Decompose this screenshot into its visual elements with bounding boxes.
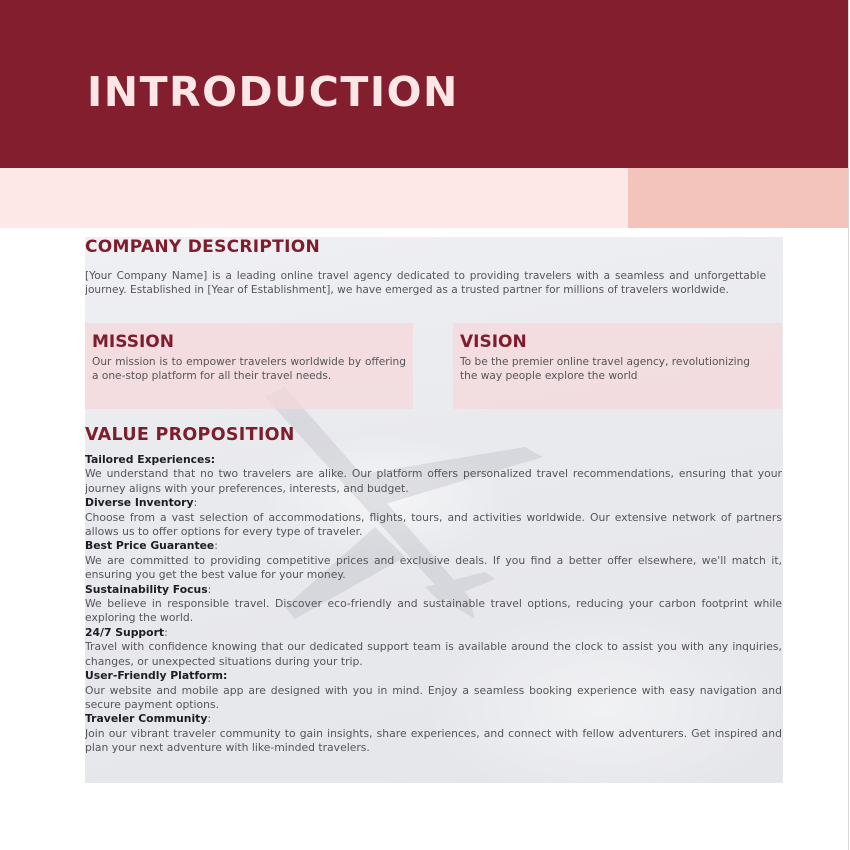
item-colon: :: [207, 582, 212, 596]
list-item: [85, 669, 782, 712]
mission-heading: MISSION: [92, 332, 174, 352]
page-title: INTRODUCTION: [87, 68, 459, 116]
header-band: [0, 0, 848, 168]
item-text: Choose from a vast selection of accommodations, flights, tours, and activities worldwide. Our extensive network of partners allows us to offer options for every type of traveler.: [85, 510, 782, 539]
company-description-heading: COMPANY DESCRIPTION: [85, 237, 320, 257]
mission-text: Our mission is to empower travelers worldwide by offering a one-stop platform for all their travel needs.: [92, 356, 406, 382]
company-description-text: [Your Company Name] is a leading online travel agency dedicated to providing travelers with a seamless and unforgettable journey. Established in [Year of Establishment], we have emerged as a trusted partner for millions of travelers worldwide.: [85, 270, 766, 297]
list-item: [85, 712, 782, 755]
item-label: [85, 626, 782, 640]
salmon-accent-block: [628, 168, 848, 228]
item-label-text: Best Price Guarantee: [85, 539, 215, 553]
item-colon: :: [214, 539, 218, 553]
item-text: We are committed to providing competitive prices and exclusive deals. If you find a better offer elsewhere, we'll match it, ensuring you get the best value for your money.: [85, 553, 782, 582]
item-label: [85, 453, 782, 467]
item-text: Join our vibrant traveler community to gain insights, share experiences, and connect with fellow adventurers. Get inspired and plan your next adventure with like-minded travelers.: [85, 726, 782, 755]
value-proposition-list: [85, 453, 782, 756]
item-label: [85, 539, 782, 553]
item-label-text: Diverse Inventory: [85, 496, 194, 510]
item-label: [85, 669, 782, 683]
item-label: [85, 583, 782, 597]
item-label-text: Tailored Experiences:: [85, 453, 216, 466]
item-label: [85, 712, 782, 726]
vision-box: [453, 323, 782, 409]
list-item: [85, 626, 782, 669]
item-colon: :: [207, 712, 212, 726]
item-label-text: 24/7 Support: [85, 625, 165, 639]
list-item: [85, 539, 782, 582]
vision-heading: VISION: [460, 332, 527, 352]
list-item: [85, 583, 782, 626]
vision-text: To be the premier online travel agency, revolutionizing the way people explore the world: [460, 356, 751, 382]
item-text: Travel with confidence knowing that our dedicated support team is available around the clock to assist you with any inquiries, changes, or unexpected situations during your trip.: [85, 640, 782, 668]
item-text: We understand that no two travelers are alike. Our platform offers personalized travel recommendations, ensuring that your journey aligns with your preferences, interests, and budget.: [85, 467, 782, 495]
item-label-text: User-Friendly Platform:: [85, 669, 228, 683]
content-panel: [85, 237, 783, 783]
pink-accent-band: [0, 168, 628, 228]
item-label: [85, 496, 782, 510]
item-text: We believe in responsible travel. Discover eco-friendly and sustainable travel options, reducing your carbon footprint while exploring the world.: [85, 597, 782, 625]
item-colon: :: [193, 496, 198, 510]
item-text: Our website and mobile app are designed with you in mind. Enjoy a seamless booking experience with easy navigation and secure payment options.: [85, 683, 782, 711]
list-item: [85, 453, 782, 496]
item-label-text: Traveler Community: [85, 712, 208, 726]
value-proposition-heading: VALUE PROPOSITION: [85, 425, 295, 445]
list-item: [85, 496, 782, 539]
item-colon: :: [164, 625, 168, 639]
item-label-text: Sustainability Focus: [85, 582, 208, 596]
mission-box: [85, 323, 413, 409]
